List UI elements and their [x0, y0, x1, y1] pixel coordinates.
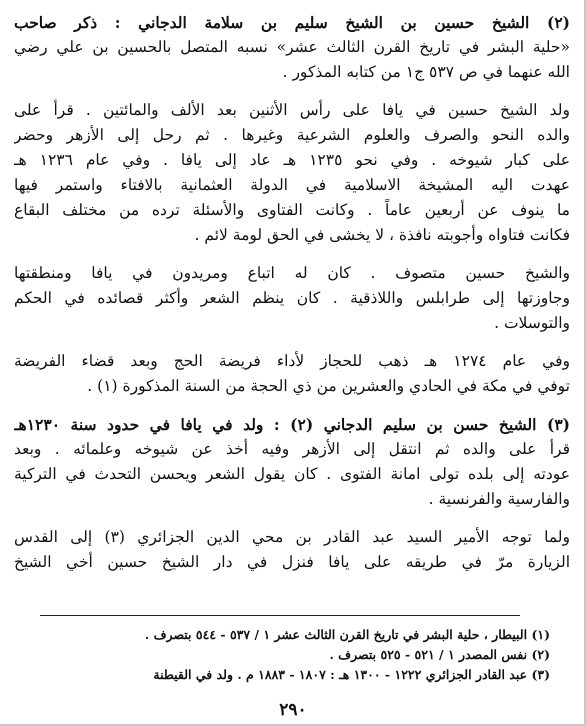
- text-line: والفارسية والفرنسية .: [428, 490, 570, 508]
- text-line: (٢) الشيخ حسين بن الشيخ سليم بن سلامة الدجاني : ذكر صاحب: [14, 13, 570, 32]
- footnote-divider: [40, 615, 520, 616]
- paragraph-sufism: [14, 261, 570, 336]
- text-line: ولد الشيخ حسين في يافا على رأس الأثنين بعد الألف والمائتين . قرأ على: [14, 101, 570, 119]
- text-line: قرأ على والده ثم انتقل إلى الأزهر وفيه أخذ عن شيوخه وعلمائه . وبعد: [14, 440, 570, 458]
- footnote-2: (٢) نفس المصدر ١ / ٥٢١ - ٥٢٥ بتصرف .: [329, 647, 550, 662]
- text-line: على كبار شيوخه . وفي نحو ١٢٣٥ هـ عاد إلى يافا . وفي عام ١٢٣٦ هـ: [14, 151, 570, 169]
- text-line: وفي عام ١٢٧٤ هـ ذهب للحجاز لأداء فريضة الحج وبعد قضاء الفريضة: [14, 352, 570, 370]
- paragraph-entry-2: [14, 10, 570, 85]
- paragraph-emir-visit: [14, 525, 570, 575]
- text-line: وجاوزتها إلى طرابلس واللاذقية . كان ينظم الشعر وأكثر قصائده في الحكم: [14, 289, 570, 307]
- text-line: توفي في مكة في الحادي والعشرين من ذي الحجة من السنة المذكورة (١) .: [87, 377, 570, 395]
- text-line: فكانت فتاواه وأجوبته نافذة ، لا يخشى في الحق لومة لائم .: [194, 226, 570, 244]
- footnote-1: (١) البيطار ، حلية البشر في تاريخ القرن الثالث عشر ١ / ٥٣٧ - ٥٤٤ بتصرف .: [144, 627, 550, 642]
- text-line: ما ينوف عن أربعين عاماً . وكانت الفتاوى والأسئلة ترده من مختلف البقاع: [14, 201, 570, 219]
- text-line: والتوسلات .: [494, 314, 570, 332]
- text-line: الله عنهما في ص ٥٣٧ ج١ من كتابه المذكور .: [282, 63, 570, 81]
- text-line: والده النحو والصرف والعلوم الشرعية وغيرها . ثم رحل إلى الأزهر وحضر: [14, 126, 570, 144]
- paragraph-hajj: [14, 349, 570, 399]
- text-line: عهدت اليه المشيخة الاسلامية في الدولة العثمانية بالافتاء واستمر فيها: [14, 176, 570, 194]
- paragraph-birth: [14, 98, 570, 248]
- page-number: ٢٩٠: [279, 700, 307, 720]
- text-line: «حلية البشر في تاريخ القرن الثالث عشر» نسبه المتصل بالحسين بن علي رضي: [14, 38, 570, 56]
- footnote-3: (٣) عبد القادر الجزائري ١٢٢٢ - ١٣٠٠ هـ : ١٨٠٧ - ١٨٨٣ م . ولد في القيطنة: [153, 667, 550, 682]
- footnotes: [100, 625, 550, 685]
- paragraph-entry-3: [14, 412, 570, 512]
- text-line: الزيارة مرّ في طريقه على يافا فنزل في دار الشيخ حسين أخي الشيخ: [14, 553, 570, 571]
- text-line: والشيخ حسين متصوف . كان له اتباع ومريدون في يافا ومنطقتها: [14, 264, 570, 282]
- text-line: عودته إلى بلده تولى امانة الفتوى . كان يقول الشعر ويحسن التحدث في التركية: [14, 465, 570, 483]
- text-line: ولما توجه الأمير السيد عبد القادر بن محي الدين الجزائري (٣) إلى القدس: [14, 528, 570, 546]
- text-line: (٣) الشيخ حسن بن سليم الدجاني (٢) : ولد في يافا في حدود سنة ١٢٣٠هـ: [14, 415, 570, 434]
- document-body: [14, 10, 570, 588]
